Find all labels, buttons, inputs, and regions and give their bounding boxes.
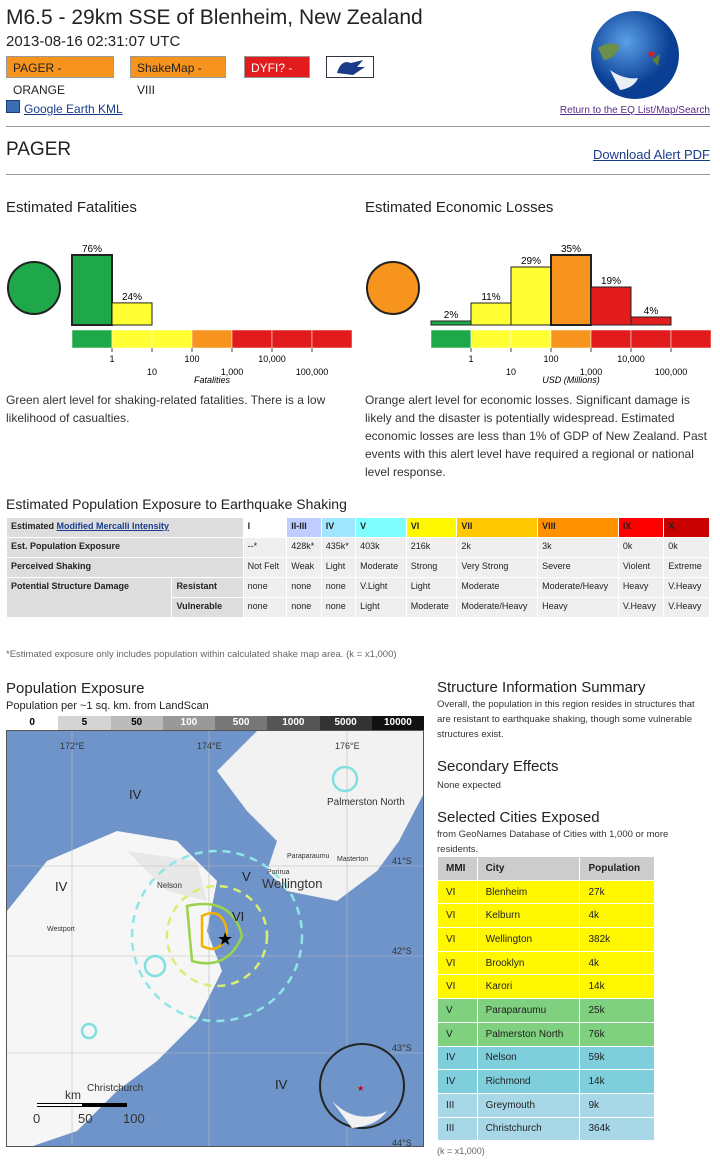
place-label: Christchurch: [87, 1083, 144, 1094]
losses-text: Orange alert level for economic losses. Significant damage is likely and the disaster is potentially widespread. Estimated economic losses are less than 1% of GDP of New Zealand. Past events with this alert level have required a regional or national level response.: [365, 393, 707, 479]
mmi-level: II-III: [287, 518, 321, 538]
alert-scale-segment: [272, 330, 312, 348]
population-exposure-subtitle: Population per ~1 sq. km. from LandScan: [6, 700, 209, 712]
lat-label: 42°S: [392, 946, 412, 956]
table-cell: Kelburn: [477, 904, 580, 928]
table-cell: 14k: [580, 975, 655, 999]
structure-text: Overall, the population in this region resides in structures that are resistant to earthquake shaking, though some vulnerable structures exist.: [437, 699, 695, 740]
table-cell: none: [243, 598, 287, 618]
tick-label: 10: [146, 367, 158, 377]
tick-label: 10,000: [258, 354, 286, 364]
bar-label: 24%: [121, 291, 143, 303]
bar-label: 19%: [600, 276, 622, 287]
resistant-label: Resistant: [172, 578, 243, 598]
lon-label: 176°E: [335, 741, 360, 751]
alert-scale-segment: [671, 330, 711, 348]
mmi-level: VIII: [538, 518, 619, 538]
population-scale: [6, 716, 424, 730]
mmi-level: VI: [406, 518, 457, 538]
place-label: Masterton: [337, 856, 369, 863]
exposure-table: [6, 517, 710, 618]
epicenter-star-icon: ★: [217, 929, 234, 949]
secondary-heading: Secondary Effects: [437, 758, 559, 775]
fatalities-text: Green alert level for shaking-related fatalities. There is a low likelihood of casualties.: [6, 393, 326, 425]
table-cell: Karori: [477, 975, 580, 999]
pager-heading: PAGER: [6, 139, 72, 160]
table-cell: 3k: [538, 538, 619, 558]
google-earth-kml-link[interactable]: Google Earth KML: [24, 102, 123, 116]
table-cell: 0k: [664, 538, 710, 558]
table-cell: VI: [438, 880, 478, 904]
fatalities-chart: [6, 230, 358, 390]
alert-scale-segment: [112, 330, 152, 348]
table-cell: V: [438, 999, 478, 1023]
mmi-mark: IV: [129, 787, 142, 802]
alert-scale-segment: [551, 330, 591, 348]
table-cell: Not Felt: [243, 558, 287, 578]
mmi-link[interactable]: Modified Mercalli Intensity: [56, 521, 170, 531]
bar-label: 2%: [443, 310, 459, 321]
bar-1: [471, 303, 511, 325]
place-label: Wellington: [262, 876, 323, 891]
alert-scale-segment: [192, 330, 232, 348]
table-row: [438, 1093, 655, 1117]
damage-label: Potential Structure Damage: [7, 578, 172, 618]
table-cell: Heavy: [538, 598, 619, 618]
table-cell: Blenheim: [477, 880, 580, 904]
table-cell: V.Light: [356, 578, 407, 598]
cities-heading: Selected Cities Exposed: [437, 809, 600, 826]
mmi-level: V: [356, 518, 407, 538]
table-cell: 403k: [356, 538, 407, 558]
table-cell: Strong: [406, 558, 457, 578]
axis-label: Fatalities: [193, 375, 231, 385]
tick-label: 100: [184, 354, 200, 364]
table-row: [438, 951, 655, 975]
table-cell: Light: [321, 558, 355, 578]
structure-heading: Structure Information Summary: [437, 679, 646, 696]
download-alert-pdf-link[interactable]: Download Alert PDF: [592, 147, 710, 162]
population-exposure-map[interactable]: [6, 730, 424, 1147]
cities-header: MMI: [438, 857, 478, 881]
table-cell: Greymouth: [477, 1093, 580, 1117]
place-label: Nelson: [157, 881, 182, 890]
table-cell: Brooklyn: [477, 951, 580, 975]
tick-label: 10: [505, 367, 517, 377]
alert-scale-segment: [631, 330, 671, 348]
table-row: [438, 1070, 655, 1094]
mmi-mark: VI: [232, 909, 245, 924]
google-earth-icon[interactable]: [6, 100, 20, 113]
alert-scale-segment: [591, 330, 631, 348]
mmi-level: VII: [457, 518, 538, 538]
secondary-text: None expected: [437, 780, 501, 791]
badge-0[interactable]: PAGER - ORANGE: [6, 56, 114, 78]
table-row: [438, 928, 655, 952]
table-cell: Violent: [618, 558, 663, 578]
alert-scale-segment: [152, 330, 192, 348]
scale-step: 500: [215, 716, 267, 730]
cities-header: City: [477, 857, 580, 881]
mmi-level: IX: [618, 518, 663, 538]
alert-scale-segment: [312, 330, 352, 348]
scale-step: 10000: [372, 716, 424, 730]
lat-label: 43°S: [392, 1043, 412, 1053]
cities-subtitle: from GeoNames Database of Cities with 1,000 or more residents.: [437, 829, 669, 855]
svg-text:★: ★: [357, 1084, 365, 1093]
badge-1[interactable]: ShakeMap - VIII: [130, 56, 226, 78]
table-row: [438, 1022, 655, 1046]
table-cell: IV: [438, 1046, 478, 1070]
mmi-level: I: [243, 518, 287, 538]
lat-label: 41°S: [392, 856, 412, 866]
table-cell: VI: [438, 975, 478, 999]
return-eq-list-link[interactable]: Return to the EQ List/Map/Search: [559, 105, 710, 116]
divider: [6, 126, 710, 127]
table-cell: Light: [356, 598, 407, 618]
table-cell: 59k: [580, 1046, 655, 1070]
table-cell: Richmond: [477, 1070, 580, 1094]
cii-logo-icon[interactable]: [326, 56, 374, 78]
table-cell: Weak: [287, 558, 321, 578]
table-cell: 25k: [580, 999, 655, 1023]
place-label: Westport: [47, 926, 75, 933]
table-cell: 382k: [580, 928, 655, 952]
exposure-heading: Estimated Population Exposure to Earthquake Shaking: [6, 496, 347, 512]
table-cell: 76k: [580, 1022, 655, 1046]
tick-label: 100,000: [295, 367, 329, 377]
bar-label: 76%: [81, 244, 103, 255]
table-cell: Christchurch: [477, 1117, 580, 1141]
table-cell: Palmerston North: [477, 1022, 580, 1046]
bar-label: 4%: [643, 306, 659, 317]
table-cell: Light: [406, 578, 457, 598]
table-cell: V.Heavy: [664, 598, 710, 618]
table-cell: none: [287, 578, 321, 598]
table-cell: Moderate: [356, 558, 407, 578]
tick-label: 1: [109, 354, 115, 364]
alert-circle: [367, 262, 419, 314]
km-tick: 0: [33, 1111, 41, 1126]
table-cell: V: [438, 1022, 478, 1046]
table-cell: 9k: [580, 1093, 655, 1117]
place-label: Palmerston North: [327, 797, 405, 808]
table-cell: Moderate/Heavy: [538, 578, 619, 598]
table-cell: IV: [438, 1070, 478, 1094]
table-cell: Paraparaumu: [477, 999, 580, 1023]
table-cell: --*: [243, 538, 287, 558]
tick-label: 1: [468, 354, 474, 364]
bar-label: 11%: [481, 292, 501, 303]
table-cell: none: [321, 598, 355, 618]
fatalities-heading: Estimated Fatalities: [6, 199, 137, 216]
bar-0: [431, 321, 471, 325]
km-tick: 50: [78, 1111, 93, 1126]
table-cell: 27k: [580, 880, 655, 904]
alert-scale-segment: [232, 330, 272, 348]
table-row: [438, 1117, 655, 1141]
table-cell: 14k: [580, 1070, 655, 1094]
scale-step: 100: [163, 716, 215, 730]
table-cell: VI: [438, 951, 478, 975]
table-cell: V.Heavy: [664, 578, 710, 598]
table-cell: Moderate: [457, 578, 538, 598]
table-cell: none: [243, 578, 287, 598]
table-cell: 0k: [618, 538, 663, 558]
table-cell: Extreme: [664, 558, 710, 578]
alert-scale-segment: [431, 330, 471, 348]
badge-2[interactable]: DYFI? - IX: [244, 56, 310, 78]
table-cell: none: [321, 578, 355, 598]
table-row: [438, 999, 655, 1023]
table-cell: Moderate: [406, 598, 457, 618]
table-cell: 4k: [580, 904, 655, 928]
table-cell: Very Strong: [457, 558, 538, 578]
table-cell: Perceived Shaking: [7, 558, 244, 578]
lat-label: 44°S: [392, 1138, 412, 1147]
scale-step: 50: [111, 716, 163, 730]
scale-step: 5: [58, 716, 110, 730]
table-row: [438, 975, 655, 999]
cities-footnote: (k = x1,000): [437, 1146, 485, 1156]
table-cell: 4k: [580, 951, 655, 975]
mmi-header: Estimated Modified Mercalli Intensity: [7, 518, 244, 538]
tick-label: 100: [543, 354, 559, 364]
table-cell: Heavy: [618, 578, 663, 598]
losses-chart: [365, 230, 717, 390]
divider: [6, 174, 710, 175]
table-cell: VI: [438, 928, 478, 952]
table-row: [438, 880, 655, 904]
table-cell: Nelson: [477, 1046, 580, 1070]
page-title: M6.5 - 29km SSE of Blenheim, New Zealand: [6, 6, 423, 29]
event-datetime: 2013-08-16 02:31:07 UTC: [6, 33, 181, 50]
losses-heading: Estimated Economic Losses: [365, 199, 554, 216]
mmi-mark: IV: [275, 1077, 288, 1092]
table-cell: Est. Population Exposure: [7, 538, 244, 558]
table-cell: VI: [438, 904, 478, 928]
tick-label: 10,000: [617, 354, 645, 364]
cities-header: Population: [580, 857, 655, 881]
mmi-level: X: [664, 518, 710, 538]
table-cell: 2k: [457, 538, 538, 558]
table-cell: Severe: [538, 558, 619, 578]
table-cell: Moderate/Heavy: [457, 598, 538, 618]
table-cell: Wellington: [477, 928, 580, 952]
vulnerable-label: Vulnerable: [172, 598, 243, 618]
km-label: km: [65, 1088, 81, 1102]
alert-scale-segment: [511, 330, 551, 348]
lon-label: 172°E: [60, 741, 85, 751]
mmi-mark: IV: [55, 879, 68, 894]
table-cell: none: [287, 598, 321, 618]
scale-step: 1000: [267, 716, 319, 730]
bar-1: [112, 303, 152, 325]
table-cell: 428k*: [287, 538, 321, 558]
alert-circle: [8, 262, 60, 314]
table-row: [438, 904, 655, 928]
mmi-mark: V: [242, 869, 251, 884]
table-cell: III: [438, 1117, 478, 1141]
alert-scale-segment: [471, 330, 511, 348]
alert-scale-segment: [72, 330, 112, 348]
bar-2: [511, 267, 551, 325]
table-cell: V.Heavy: [618, 598, 663, 618]
svg-text:★: ★: [646, 47, 657, 61]
population-exposure-heading: Population Exposure: [6, 680, 145, 697]
bar-label: 29%: [520, 256, 542, 267]
bar-5: [631, 317, 671, 325]
place-label: Paraparaumu: [287, 853, 330, 860]
bar-4: [591, 287, 631, 325]
bar-0: [72, 255, 112, 325]
tick-label: 100,000: [654, 367, 688, 377]
scale-step: 0: [6, 716, 58, 730]
scale-step: 5000: [320, 716, 372, 730]
place-label: Porirua: [267, 869, 290, 876]
mmi-level: IV: [321, 518, 355, 538]
table-cell: 364k: [580, 1117, 655, 1141]
exposure-footnote: *Estimated exposure only includes population within calculated shake map area. (k = x1,000): [6, 649, 397, 660]
km-tick: 100: [123, 1111, 145, 1126]
table-cell: 216k: [406, 538, 457, 558]
table-cell: 435k*: [321, 538, 355, 558]
lon-label: 174°E: [197, 741, 222, 751]
tick-label: 1,000: [579, 367, 603, 377]
table-cell: III: [438, 1093, 478, 1117]
table-row: [438, 1046, 655, 1070]
bar-label: 35%: [560, 244, 582, 255]
globe-locator-icon: [590, 10, 680, 100]
tick-label: 1,000: [220, 367, 244, 377]
cities-table: [437, 856, 655, 1141]
axis-label: USD (Millions): [542, 375, 600, 385]
bar-3: [551, 255, 591, 325]
